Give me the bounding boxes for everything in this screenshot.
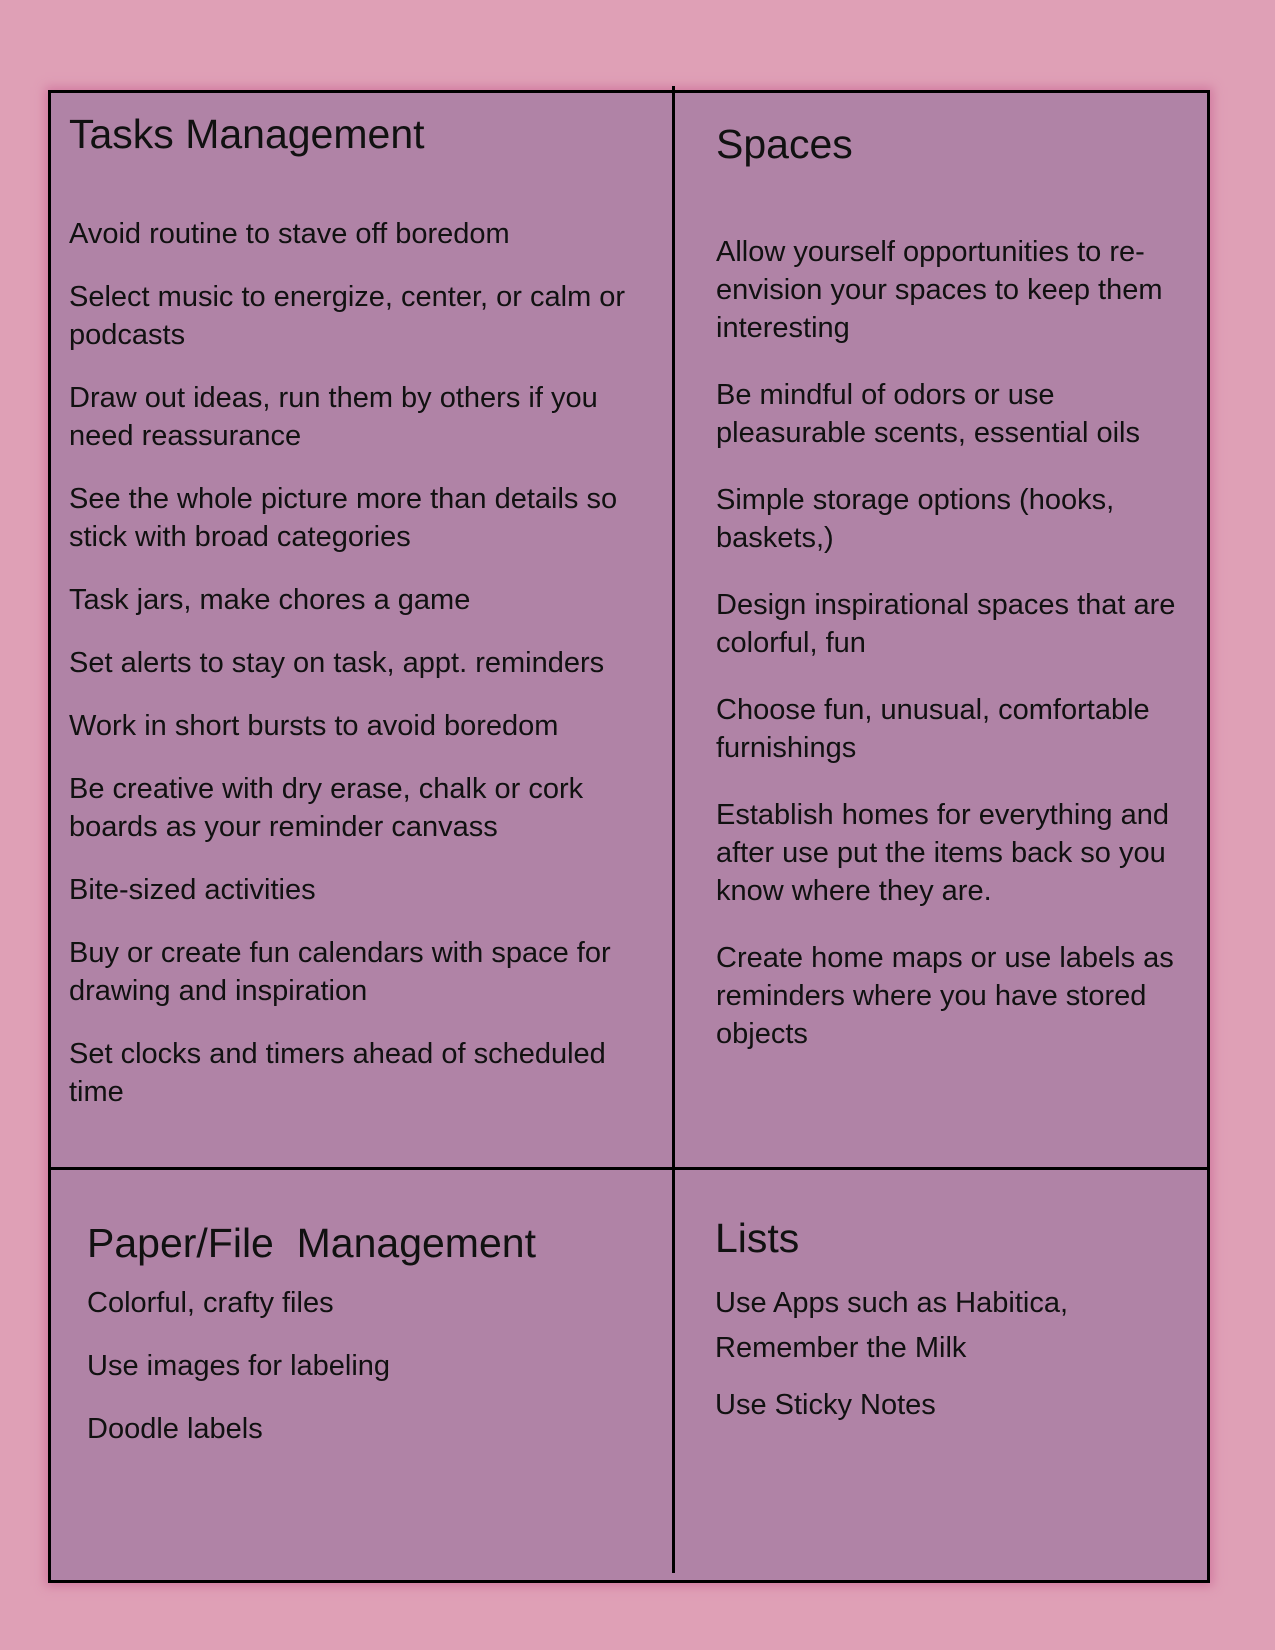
list-item: Establish homes for everything and after use put the items back so you know where they are.: [716, 799, 1169, 908]
tips-list: [716, 233, 1196, 1053]
list-item: Be mindful of odors or use pleasurable scents, essential oils: [716, 379, 1140, 450]
list-item: Draw out ideas, run them by others if you need reassurance: [69, 382, 598, 453]
list-item: Be creative with dry erase, chalk or cork boards as your reminder canvass: [69, 773, 584, 844]
list-item: Create home maps or use labels as reminders where you have stored objects: [716, 942, 1174, 1051]
list-item: Use Apps such as Habitica, Remember the Milk: [715, 1287, 1069, 1365]
tips-list: [69, 215, 659, 1111]
list-item: Select music to energize, center, or calm or podcasts: [69, 281, 626, 352]
list-item: Simple storage options (hooks, baskets,): [716, 484, 1115, 555]
list-item: Choose fun, unusual, comfortable furnishings: [716, 694, 1150, 765]
list-item: Allow yourself opportunities to re-envision your spaces to keep them interesting: [716, 236, 1163, 345]
list-item: Use images for labeling: [87, 1350, 391, 1383]
list-item: See the whole picture more than details so stick with broad categories: [69, 483, 618, 554]
lists-section: [715, 1214, 1185, 1440]
tasks-management-section: [69, 110, 659, 1136]
list-item: Colorful, crafty files: [87, 1287, 334, 1320]
section-title: Paper/File Management: [87, 1220, 536, 1266]
list-item: Set clocks and timers ahead of scheduled time: [69, 1038, 606, 1109]
list-item: Work in short bursts to avoid boredom: [69, 710, 559, 743]
list-item: Set alerts to stay on task, appt. reminders: [69, 647, 605, 680]
tips-list: [715, 1281, 1185, 1428]
spaces-section: [716, 120, 1196, 1082]
list-item: Doodle labels: [87, 1413, 263, 1446]
paper-file-management-section: [87, 1219, 657, 1473]
section-title: Spaces: [716, 121, 853, 167]
list-item: Task jars, make chores a game: [69, 584, 471, 617]
list-item: Bite-sized activities: [69, 874, 316, 907]
list-item: Avoid routine to stave off boredom: [69, 218, 510, 251]
horizontal-divider: [48, 1167, 1210, 1170]
vertical-divider: [672, 86, 675, 1573]
list-item: Use Sticky Notes: [715, 1389, 936, 1422]
section-title: Tasks Management: [69, 111, 425, 157]
section-title: Lists: [715, 1215, 800, 1261]
list-item: Design inspirational spaces that are colorful, fun: [716, 589, 1176, 660]
tips-list: [87, 1284, 657, 1448]
list-item: Buy or create fun calendars with space for drawing and inspiration: [69, 937, 611, 1008]
